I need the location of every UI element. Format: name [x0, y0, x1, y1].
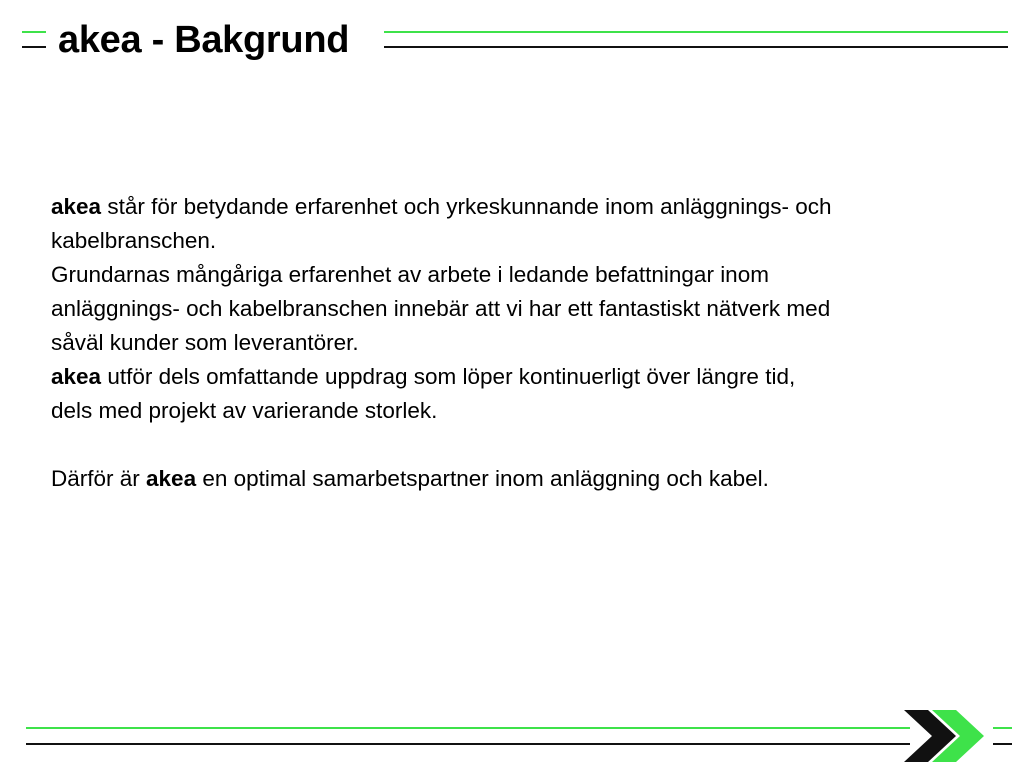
paragraph-1-text: står för betydande erfarenhet och yrkeskunnande inom anläggnings- och kabelbranschen. [51, 194, 832, 253]
body-text [51, 190, 841, 496]
paragraph-3 [51, 360, 841, 428]
double-chevron-right-icon [900, 708, 990, 764]
brand-name: akea [146, 466, 197, 491]
paragraph-2: Grundarnas mångåriga erfarenhet av arbete i ledande befattningar inom anläggnings- och kabelbranschen innebär att vi har ett fantastiskt nätverk med såväl kunder som leverantörer. [51, 262, 831, 355]
header-left-black-line [22, 46, 46, 48]
paragraph-3-text: utför dels omfattande uppdrag som löper kontinuerligt över längre tid, dels med projekt av varierande storlek. [51, 364, 796, 423]
header-left-green-line [22, 31, 46, 33]
brand-name: akea [51, 194, 102, 219]
paragraph-4-text: en optimal samarbetspartner inom anläggning och kabel. [196, 466, 769, 491]
footer-right-black-line [993, 743, 1012, 745]
header-right-green-line [384, 31, 1008, 33]
slide-title: akea - Bakgrund [58, 19, 350, 61]
brand-name: akea [51, 364, 102, 389]
paragraph-4 [51, 462, 841, 496]
footer-right-green-line [993, 727, 1012, 729]
paragraph-4-prefix: Därför är [51, 466, 147, 491]
header-right-black-line [384, 46, 1008, 48]
paragraph-1 [51, 190, 841, 258]
footer-green-line [26, 727, 910, 729]
footer-black-line [26, 743, 910, 745]
